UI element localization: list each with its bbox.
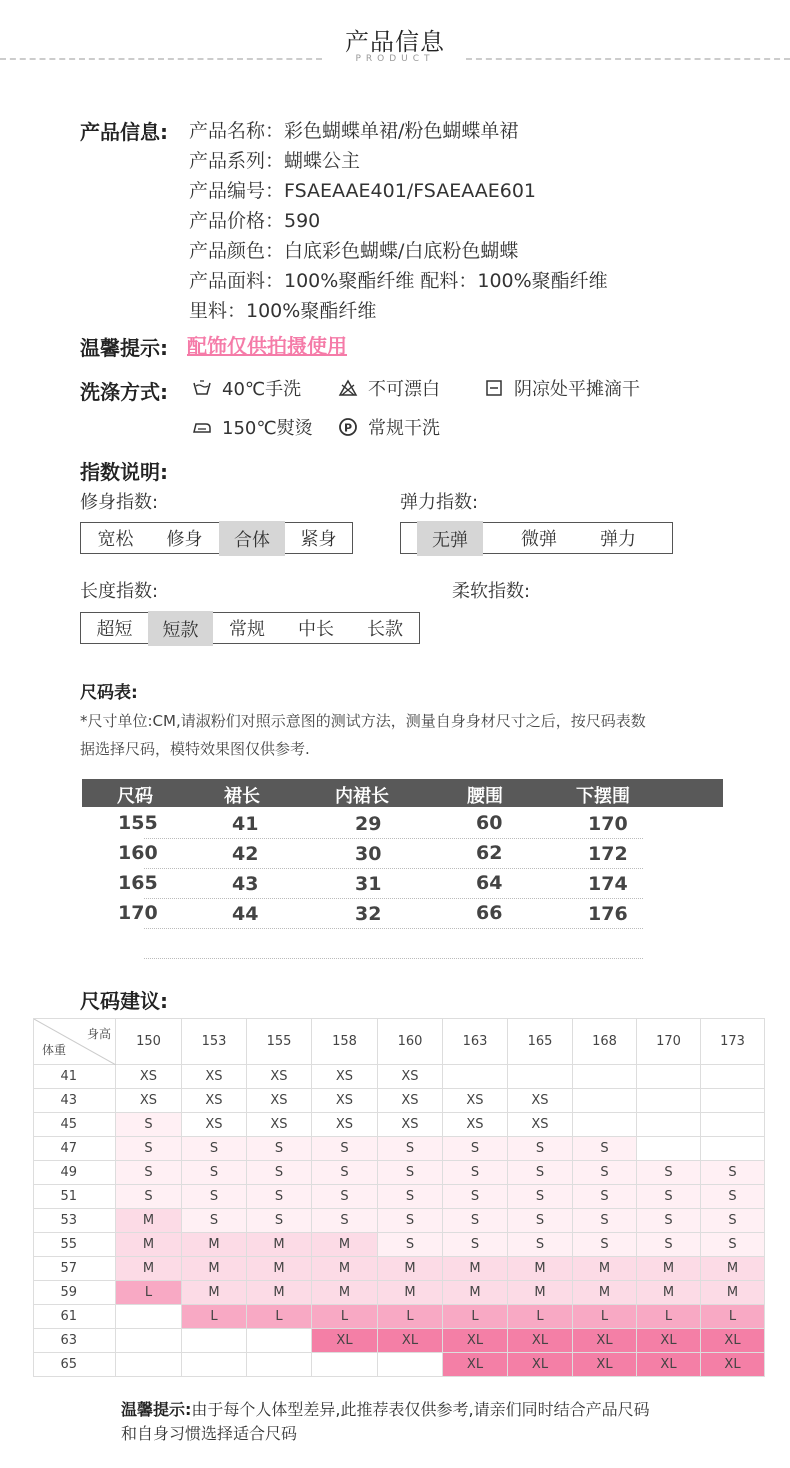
- col-header: 下摆围: [576, 786, 630, 807]
- size-cell: XS: [247, 1065, 312, 1089]
- info-line-code: 产品编号：FSAEAAE401/FSAEAAE601: [189, 180, 537, 202]
- size-cell: S: [443, 1161, 508, 1185]
- elastic-option: 弹力: [600, 529, 636, 550]
- wash-iron: 150℃熨烫: [192, 414, 313, 440]
- height-cell: 165: [508, 1019, 573, 1065]
- height-cell: 163: [443, 1019, 508, 1065]
- info-line-price: 产品价格：590: [189, 210, 321, 232]
- size-cell: S: [116, 1161, 182, 1185]
- weight-cell: 65: [34, 1353, 116, 1377]
- size-cell: S: [443, 1233, 508, 1257]
- size-cell: S: [247, 1185, 312, 1209]
- size-cell: L: [116, 1281, 182, 1305]
- size-cell: [637, 1065, 701, 1089]
- table-row: [34, 1233, 765, 1257]
- table-row: [34, 1161, 765, 1185]
- size-cell: M: [312, 1257, 378, 1281]
- fit-index-label: 修身指数:: [80, 492, 159, 513]
- svg-text:P: P: [343, 421, 353, 435]
- table-row: [34, 1257, 765, 1281]
- size-cell: M: [443, 1281, 508, 1305]
- size-cell: L: [637, 1305, 701, 1329]
- size-cell: [182, 1329, 247, 1353]
- size-cell: S: [573, 1137, 637, 1161]
- size-cell: XS: [116, 1089, 182, 1113]
- table-row: [34, 1113, 765, 1137]
- fit-index-scale: [80, 522, 353, 554]
- size-cell: XL: [378, 1329, 443, 1353]
- col-header: 裙长: [224, 786, 260, 807]
- size-cell: S: [116, 1185, 182, 1209]
- size-cell: M: [378, 1281, 443, 1305]
- warm-tip-line-1: 温馨提示:由于每个人体型差异,此推荐表仅供参考,请亲们同时结合产品尺码: [121, 1400, 650, 1419]
- size-cell: XS: [312, 1113, 378, 1137]
- elastic-index-label: 弹力指数:: [400, 492, 479, 513]
- corner-cell: 身高 体重: [34, 1019, 116, 1065]
- size-cell: [637, 1113, 701, 1137]
- size-cell: L: [247, 1305, 312, 1329]
- size-cell: L: [312, 1305, 378, 1329]
- wash-dryclean: P 常规干洗: [338, 414, 440, 440]
- size-cell: M: [182, 1257, 247, 1281]
- size-cell: XS: [508, 1113, 573, 1137]
- suggest-label: 尺码建议:: [80, 989, 168, 1013]
- elastic-option: 微弹: [521, 529, 557, 550]
- size-cell: XS: [378, 1113, 443, 1137]
- size-note-line-1: *尺寸单位:CM,请淑粉们对照示意图的测试方法，测量自身身材尺寸之后，按尺码表数: [80, 712, 646, 730]
- elastic-index-scale: [400, 522, 673, 554]
- size-cell: [116, 1329, 182, 1353]
- size-suggestion-table: [33, 1018, 765, 1377]
- weight-cell: 63: [34, 1329, 116, 1353]
- size-cell: M: [637, 1281, 701, 1305]
- size-cell: S: [701, 1209, 765, 1233]
- size-cell: S: [116, 1137, 182, 1161]
- length-index-label: 长度指数:: [80, 581, 159, 602]
- size-cell: XL: [443, 1329, 508, 1353]
- size-cell: [378, 1353, 443, 1377]
- weight-cell: 45: [34, 1113, 116, 1137]
- size-cell: M: [701, 1257, 765, 1281]
- size-cell: XL: [701, 1353, 765, 1377]
- size-cell: S: [312, 1161, 378, 1185]
- size-cell: L: [508, 1305, 573, 1329]
- size-cell: XS: [182, 1113, 247, 1137]
- table-row: [34, 1353, 765, 1377]
- weight-cell: 47: [34, 1137, 116, 1161]
- size-cell: S: [508, 1209, 573, 1233]
- weight-cell: 55: [34, 1233, 116, 1257]
- wash-dryflat: 阴凉处平摊滴干: [484, 375, 640, 401]
- warm-tip-line-2: 和自身习惯选择适合尺码: [121, 1424, 298, 1443]
- info-line-color: 产品颜色：白底彩色蝴蝶/白底粉色蝴蝶: [189, 240, 519, 262]
- size-cell: [701, 1137, 765, 1161]
- size-cell: [573, 1065, 637, 1089]
- size-cell: M: [312, 1233, 378, 1257]
- length-option: 常规: [229, 619, 265, 640]
- index-label: 指数说明:: [80, 460, 168, 484]
- size-cell: XL: [573, 1329, 637, 1353]
- fit-option: 紧身: [300, 529, 337, 550]
- size-cell: M: [182, 1281, 247, 1305]
- height-cell: 160: [378, 1019, 443, 1065]
- elastic-option-selected: 无弹: [417, 521, 483, 556]
- dry-flat-icon: [484, 379, 504, 397]
- height-cell: 173: [701, 1019, 765, 1065]
- size-cell: M: [247, 1233, 312, 1257]
- size-cell: S: [701, 1185, 765, 1209]
- wash-handwash: 40℃手洗: [192, 375, 301, 401]
- size-cell: M: [508, 1281, 573, 1305]
- height-header-row: [34, 1019, 765, 1065]
- no-bleach-icon: [338, 379, 358, 397]
- size-cell: XS: [443, 1089, 508, 1113]
- weight-cell: 43: [34, 1089, 116, 1113]
- section-subtitle: PRODUCT: [355, 54, 435, 64]
- length-index-scale: [80, 612, 420, 644]
- size-cell: L: [443, 1305, 508, 1329]
- size-cell: S: [637, 1209, 701, 1233]
- tip-label: 温馨提示:: [80, 336, 168, 360]
- size-cell: S: [378, 1185, 443, 1209]
- weight-cell: 59: [34, 1281, 116, 1305]
- height-cell: 170: [637, 1019, 701, 1065]
- size-cell: M: [508, 1257, 573, 1281]
- size-cell: S: [573, 1161, 637, 1185]
- size-cell: M: [116, 1209, 182, 1233]
- size-table-label: 尺码表:: [80, 683, 138, 703]
- table-row: [34, 1329, 765, 1353]
- size-cell: S: [378, 1209, 443, 1233]
- size-cell: XS: [247, 1113, 312, 1137]
- size-cell: S: [312, 1185, 378, 1209]
- size-cell: [573, 1113, 637, 1137]
- size-cell: [116, 1305, 182, 1329]
- size-cell: XS: [116, 1065, 182, 1089]
- size-cell: S: [701, 1161, 765, 1185]
- size-cell: XL: [637, 1329, 701, 1353]
- size-cell: S: [247, 1161, 312, 1185]
- dry-clean-icon: [338, 417, 358, 437]
- height-cell: 155: [247, 1019, 312, 1065]
- table-row: [34, 1137, 765, 1161]
- weight-cell: 53: [34, 1209, 116, 1233]
- size-cell: S: [247, 1137, 312, 1161]
- size-cell: S: [508, 1161, 573, 1185]
- size-cell: L: [573, 1305, 637, 1329]
- size-table-header: [82, 779, 723, 807]
- size-cell: S: [637, 1185, 701, 1209]
- table-row: [34, 1089, 765, 1113]
- size-cell: XS: [443, 1113, 508, 1137]
- size-cell: M: [312, 1281, 378, 1305]
- table-row: [34, 1281, 765, 1305]
- size-cell: XL: [508, 1353, 573, 1377]
- height-cell: 153: [182, 1019, 247, 1065]
- iron-icon: [192, 418, 212, 436]
- size-cell: S: [637, 1161, 701, 1185]
- size-cell: M: [573, 1281, 637, 1305]
- info-label: 产品信息:: [80, 120, 168, 144]
- size-cell: S: [443, 1137, 508, 1161]
- size-cell: M: [701, 1281, 765, 1305]
- soft-index-label: 柔软指数:: [452, 581, 531, 602]
- size-cell: XS: [182, 1065, 247, 1089]
- weight-cell: 51: [34, 1185, 116, 1209]
- size-cell: S: [182, 1209, 247, 1233]
- col-header: 内裙长: [335, 786, 389, 807]
- table-row: [34, 1065, 765, 1089]
- section-title: 产品信息: [345, 28, 445, 56]
- size-cell: XL: [443, 1353, 508, 1377]
- size-cell: M: [443, 1257, 508, 1281]
- size-cell: S: [701, 1233, 765, 1257]
- size-cell: XS: [378, 1089, 443, 1113]
- size-cell: [701, 1065, 765, 1089]
- size-cell: S: [573, 1233, 637, 1257]
- size-cell: XS: [247, 1089, 312, 1113]
- size-cell: S: [508, 1233, 573, 1257]
- size-cell: XL: [508, 1329, 573, 1353]
- size-cell: [443, 1065, 508, 1089]
- size-cell: S: [182, 1137, 247, 1161]
- size-cell: [247, 1353, 312, 1377]
- size-cell: S: [573, 1209, 637, 1233]
- size-cell: XS: [312, 1089, 378, 1113]
- size-note-line-2: 据选择尺码，模特效果图仅供参考.: [80, 740, 310, 758]
- weight-cell: 41: [34, 1065, 116, 1089]
- size-cell: L: [378, 1305, 443, 1329]
- size-cell: S: [443, 1209, 508, 1233]
- size-cell: M: [116, 1257, 182, 1281]
- size-cell: [312, 1353, 378, 1377]
- size-cell: S: [378, 1137, 443, 1161]
- fit-option: 修身: [166, 529, 203, 550]
- height-cell: 158: [312, 1019, 378, 1065]
- size-cell: [701, 1113, 765, 1137]
- size-cell: XL: [573, 1353, 637, 1377]
- size-cell: S: [247, 1209, 312, 1233]
- length-option: 中长: [298, 619, 334, 640]
- weight-cell: 49: [34, 1161, 116, 1185]
- tip-text: 配饰仅供拍摄使用: [187, 334, 347, 358]
- table-row: [34, 1185, 765, 1209]
- size-cell: XS: [182, 1089, 247, 1113]
- size-cell: M: [637, 1257, 701, 1281]
- wash-label: 洗涤方式:: [80, 380, 168, 404]
- size-cell: [701, 1089, 765, 1113]
- size-cell: S: [182, 1161, 247, 1185]
- size-cell: M: [182, 1233, 247, 1257]
- size-cell: XL: [701, 1329, 765, 1353]
- size-cell: S: [508, 1137, 573, 1161]
- info-line-series: 产品系列：蝴蝶公主: [189, 150, 361, 172]
- size-cell: [637, 1137, 701, 1161]
- size-cell: M: [116, 1233, 182, 1257]
- size-cell: S: [508, 1185, 573, 1209]
- size-cell: S: [378, 1233, 443, 1257]
- size-cell: M: [247, 1257, 312, 1281]
- size-cell: S: [182, 1185, 247, 1209]
- size-cell: M: [573, 1257, 637, 1281]
- table-row: [34, 1305, 765, 1329]
- size-cell: [247, 1329, 312, 1353]
- size-cell: XL: [637, 1353, 701, 1377]
- size-cell: [637, 1089, 701, 1113]
- size-cell: [116, 1353, 182, 1377]
- size-cell: L: [182, 1305, 247, 1329]
- size-cell: S: [637, 1233, 701, 1257]
- size-cell: S: [116, 1113, 182, 1137]
- handwash-icon: [192, 379, 212, 397]
- size-cell: S: [443, 1185, 508, 1209]
- col-header: 尺码: [117, 786, 153, 807]
- info-line-name: 产品名称：彩色蝴蝶单裙/粉色蝴蝶单裙: [189, 120, 519, 142]
- height-cell: 168: [573, 1019, 637, 1065]
- weight-cell: 57: [34, 1257, 116, 1281]
- fit-option-selected: 合体: [219, 521, 285, 556]
- size-cell: [182, 1353, 247, 1377]
- size-cell: S: [312, 1137, 378, 1161]
- size-cell: L: [701, 1305, 765, 1329]
- size-cell: [573, 1089, 637, 1113]
- size-cell: [508, 1065, 573, 1089]
- size-cell: S: [378, 1161, 443, 1185]
- size-cell: M: [378, 1257, 443, 1281]
- size-cell: M: [247, 1281, 312, 1305]
- length-option: 超短: [96, 619, 133, 640]
- height-cell: 150: [116, 1019, 182, 1065]
- weight-cell: 61: [34, 1305, 116, 1329]
- size-cell: S: [573, 1185, 637, 1209]
- col-header: 腰围: [467, 786, 503, 807]
- table-row: [34, 1209, 765, 1233]
- wash-nobleach: 不可漂白: [338, 375, 440, 401]
- info-line-lining: 里料：100%聚酯纤维: [189, 300, 377, 322]
- length-option: 长款: [367, 619, 403, 640]
- size-cell: S: [312, 1209, 378, 1233]
- info-line-fabric: 产品面料：100%聚酯纤维 配料：100%聚酯纤维: [189, 270, 608, 292]
- length-option-selected: 短款: [148, 611, 213, 646]
- size-cell: XS: [508, 1089, 573, 1113]
- fit-option: 宽松: [97, 529, 134, 550]
- size-cell: XS: [312, 1065, 378, 1089]
- size-cell: XS: [378, 1065, 443, 1089]
- size-cell: XL: [312, 1329, 378, 1353]
